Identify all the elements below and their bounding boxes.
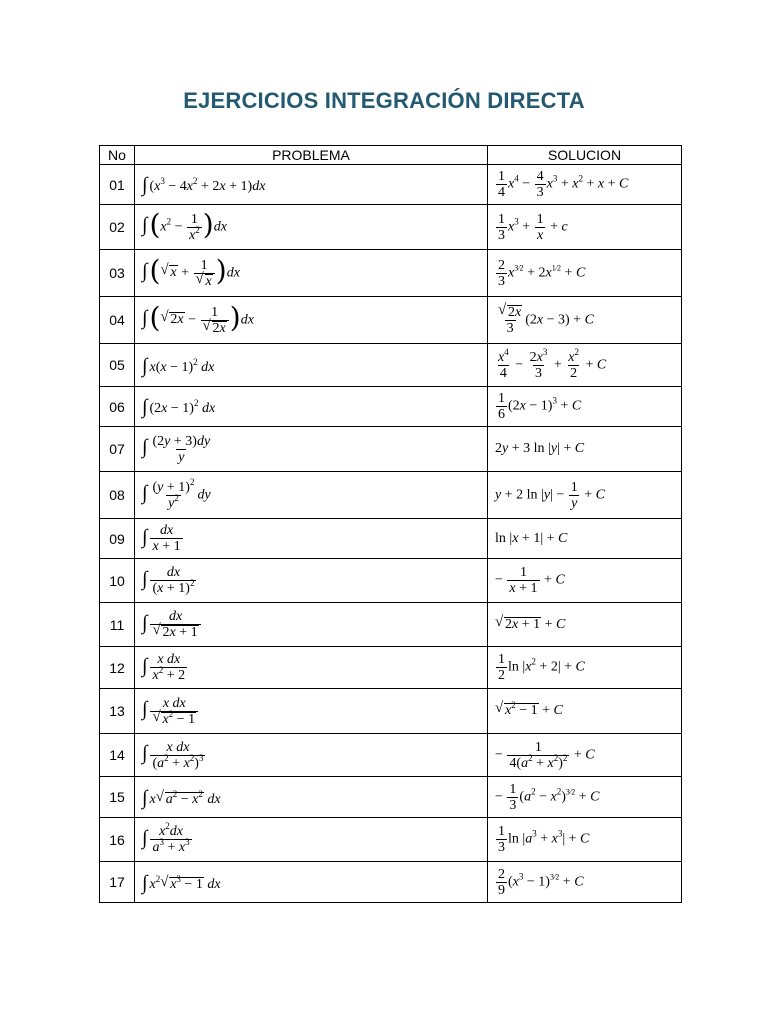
solution-formula: $\frac{1}{3}$ $\ln |a^3 + x^3| + C$ [488, 818, 682, 862]
row-number: 10 [100, 559, 135, 603]
row-number: 03 [100, 250, 135, 297]
solution-formula: − $\frac{1}{3}$ $(a^2 - x^2)^{3⁄2} + C$ [488, 777, 682, 818]
table-row [100, 250, 682, 297]
row-number: 14 [100, 734, 135, 777]
problem-formula: ∫ $(x^3 - 4x^2 + 2x + 1)dx$ [135, 165, 488, 205]
problem-formula: ∫ $\frac{dx}{(x + 1)^2}$ [135, 559, 488, 603]
table-row [100, 862, 682, 903]
table-row [100, 297, 682, 344]
table-row [100, 472, 682, 519]
row-number: 08 [100, 472, 135, 519]
solution-formula: ln |x + 1| + C [488, 519, 682, 559]
problem-formula: ∫ $\frac{(y + 1)^2}{y^2}$ dy [135, 472, 488, 519]
problem-formula: ∫ $x(x - 1)^2$ dx [135, 344, 488, 387]
solution-formula: $\frac{2}{3}$ $x^{3⁄2} + 2x^{1⁄2} + C$ [488, 250, 682, 297]
solution-formula: √ $x^2 - 1 + C$ [488, 689, 682, 734]
problem-formula: ∫ x dx √ $x^2 - 1$ [135, 689, 488, 734]
row-number: 06 [100, 387, 135, 427]
table-row [100, 603, 682, 647]
table-row [100, 427, 682, 472]
solution-formula: $\frac{x^4}{4}$ − $\frac{2x^3}{3}$ + $\frac{x^2}{2}$ + C [488, 344, 682, 387]
problem-formula: ∫ $(2x - 1)^2$ dx [135, 387, 488, 427]
problem-formula: ∫ x√ $a^2 - x^2$ dx [135, 777, 488, 818]
table-row [100, 647, 682, 689]
problem-formula: ∫ $\frac{\text{x dx}}{x^2 + 2}$ [135, 647, 488, 689]
table-row [100, 519, 682, 559]
problem-formula: ∫ $\frac{x^2dx}{a^3 + x^3}$ [135, 818, 488, 862]
table-row [100, 165, 682, 205]
problem-formula: ∫ $\frac{\text{x dx}}{(a^2 + x^2)^3}$ [135, 734, 488, 777]
table-row [100, 205, 682, 250]
solution-formula: √ $\frac{2x}{3}$ (2x − 3) + C [488, 297, 682, 344]
table-row [100, 387, 682, 427]
problem-formula: ∫ $\frac{dx}{x + 1}$ [135, 519, 488, 559]
header-no: No [100, 146, 135, 165]
problem-formula: ∫ $x^2√$ $x^3 - 1$ dx [135, 862, 488, 903]
table-row [100, 559, 682, 603]
row-number: 11 [100, 603, 135, 647]
row-number: 12 [100, 647, 135, 689]
row-number: 01 [100, 165, 135, 205]
solution-formula: − $\frac{1}{4(a^2 + x^2)^2}$ + C [488, 734, 682, 777]
header-solucion: SOLUCION [488, 146, 682, 165]
header-problema: PROBLEMA [135, 146, 488, 165]
row-number: 16 [100, 818, 135, 862]
row-number: 04 [100, 297, 135, 344]
table-row [100, 734, 682, 777]
row-number: 13 [100, 689, 135, 734]
problem-formula: ∫(√ x + 1 √ x )dx [135, 250, 488, 297]
solution-formula: $\frac{1}{4}$ $x^4$ − $\frac{4}{3}$ $x^3 + x^2 + x + C$ [488, 165, 682, 205]
page-title: EJERCICIOS INTEGRACIÓN DIRECTA [183, 88, 585, 113]
problem-formula: ∫(√ 2x − 1 √ 2x )dx [135, 297, 488, 344]
table-header-row [100, 146, 682, 165]
solution-formula: $\frac{1}{2}$ $\ln |x^2 + 2| + C$ [488, 647, 682, 689]
solution-formula: 2y + 3 ln |y| + C [488, 427, 682, 472]
table-row [100, 344, 682, 387]
solution-formula: $\frac{1}{3}$ $x^3$ + $\frac{1}{x}$ + c [488, 205, 682, 250]
problem-formula: $\int(x^2$ − $\frac{1}{x^2}$ )dx [135, 205, 488, 250]
row-number: 02 [100, 205, 135, 250]
problem-formula: ∫ $\frac{(2y + 3)dy}{y}$ [135, 427, 488, 472]
table-row [100, 818, 682, 862]
solution-formula: − $\frac{1}{x + 1}$ + C [488, 559, 682, 603]
row-number: 07 [100, 427, 135, 472]
row-number: 17 [100, 862, 135, 903]
row-number: 09 [100, 519, 135, 559]
table-row [100, 777, 682, 818]
table-row [100, 689, 682, 734]
solution-formula: y + 2 ln |y| − $\frac{1}{y}$ + C [488, 472, 682, 519]
row-number: 15 [100, 777, 135, 818]
row-number: 05 [100, 344, 135, 387]
solution-formula: $\frac{1}{6}$ $(2x - 1)^3 + C$ [488, 387, 682, 427]
exercises-table [99, 145, 682, 903]
solution-formula: $\frac{2}{9}$ $(x^3 - 1)^{3⁄2} + C$ [488, 862, 682, 903]
solution-formula: √ 2x + 1 + C [488, 603, 682, 647]
problem-formula: ∫ dx √ 2x + 1 [135, 603, 488, 647]
